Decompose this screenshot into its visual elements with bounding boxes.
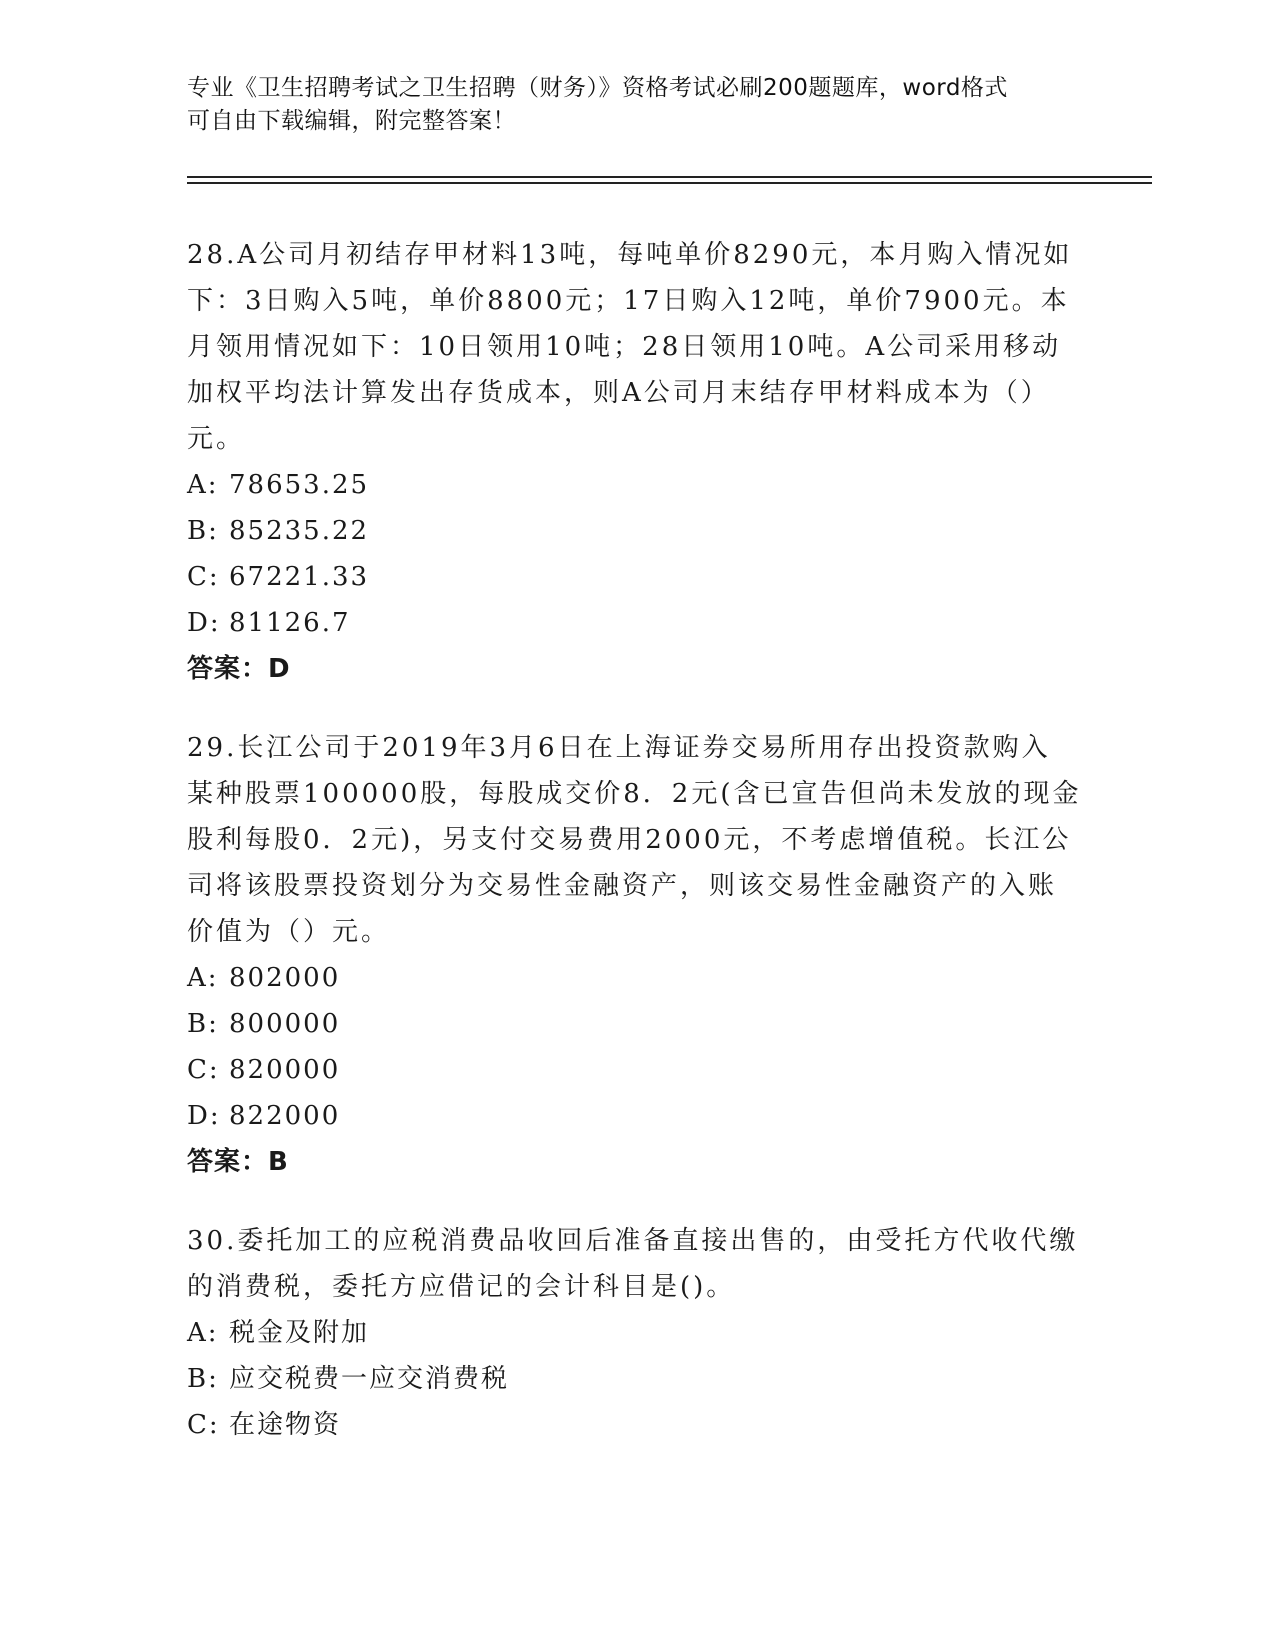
option-text: 81126.7 <box>229 608 351 638</box>
question-line: 股利每股0．2元)，另支付交易费用2000元，不考虑增值税。长江公 <box>187 825 1072 855</box>
option-c <box>187 1047 1087 1093</box>
option-c <box>187 554 1087 600</box>
option-b <box>187 1356 1087 1402</box>
option-a <box>187 462 1087 508</box>
option-label: B: <box>187 1009 219 1039</box>
option-label: B: <box>187 1364 219 1394</box>
option-label: A: <box>187 1318 219 1348</box>
page-header <box>187 72 1087 138</box>
option-text: 822000 <box>229 1101 341 1131</box>
option-text: 78653.25 <box>229 470 370 500</box>
answer-line: 答案：D <box>187 654 291 684</box>
question-line: 某种股票100000股，每股成交价8．2元(含已宣告但尚未发放的现金 <box>187 779 1082 809</box>
option-label: A: <box>187 470 219 500</box>
option-text: 802000 <box>229 963 341 993</box>
question-line: 30.委托加工的应税消费品收回后准备直接出售的，由受托方代收代缴 <box>187 1226 1079 1256</box>
question-line: 月领用情况如下：10日领用10吨；28日领用10吨。A公司采用移动 <box>187 332 1062 362</box>
option-text: 85235.22 <box>229 516 370 546</box>
header-line: 专业《卫生招聘考试之卫生招聘（财务）》资格考试必刷200题题库，word格式 <box>187 75 1008 101</box>
option-text: 在途物资 <box>229 1410 342 1440</box>
question-28 <box>187 232 1087 692</box>
question-29 <box>187 725 1087 1185</box>
option-label: B: <box>187 516 219 546</box>
option-label: C: <box>187 562 220 592</box>
option-label: C: <box>187 1055 220 1085</box>
header-divider <box>187 182 1152 184</box>
question-text <box>187 1218 1087 1310</box>
header-divider <box>187 176 1152 178</box>
question-text <box>187 232 1087 462</box>
option-a <box>187 1310 1087 1356</box>
answer-line: 答案：B <box>187 1147 289 1177</box>
option-c <box>187 1402 1087 1448</box>
option-text: 820000 <box>229 1055 341 1085</box>
option-label: C: <box>187 1410 220 1440</box>
question-30 <box>187 1218 1087 1448</box>
question-line: 的消费税，委托方应借记的会计科目是()。 <box>187 1272 736 1302</box>
question-line: 29.长江公司于2019年3月6日在上海证券交易所用存出投资款购入 <box>187 733 1051 763</box>
header-line: 可自由下载编辑，附完整答案！ <box>187 108 516 134</box>
question-line: 28.A公司月初结存甲材料13吨，每吨单价8290元，本月购入情况如 <box>187 240 1073 270</box>
question-text <box>187 725 1087 955</box>
option-b <box>187 1001 1087 1047</box>
option-label: A: <box>187 963 219 993</box>
option-text: 67221.33 <box>229 562 370 592</box>
question-line: 司将该股票投资划分为交易性金融资产，则该交易性金融资产的入账 <box>187 871 1058 901</box>
option-text: 800000 <box>229 1009 341 1039</box>
question-line: 下：3日购入5吨，单价8800元；17日购入12吨，单价7900元。本 <box>187 286 1070 316</box>
option-a <box>187 955 1087 1001</box>
option-d <box>187 1093 1087 1139</box>
option-b <box>187 508 1087 554</box>
option-text: 税金及附加 <box>229 1318 370 1348</box>
option-label: D: <box>187 1101 221 1131</box>
question-line: 元。 <box>187 424 246 454</box>
option-text: 应交税费一应交消费税 <box>229 1364 510 1394</box>
question-line: 价值为（）元。 <box>187 917 391 947</box>
question-list <box>187 232 1087 1481</box>
option-label: D: <box>187 608 221 638</box>
question-line: 加权平均法计算发出存货成本，则A公司月末结存甲材料成本为（） <box>187 378 1050 408</box>
option-d <box>187 600 1087 646</box>
